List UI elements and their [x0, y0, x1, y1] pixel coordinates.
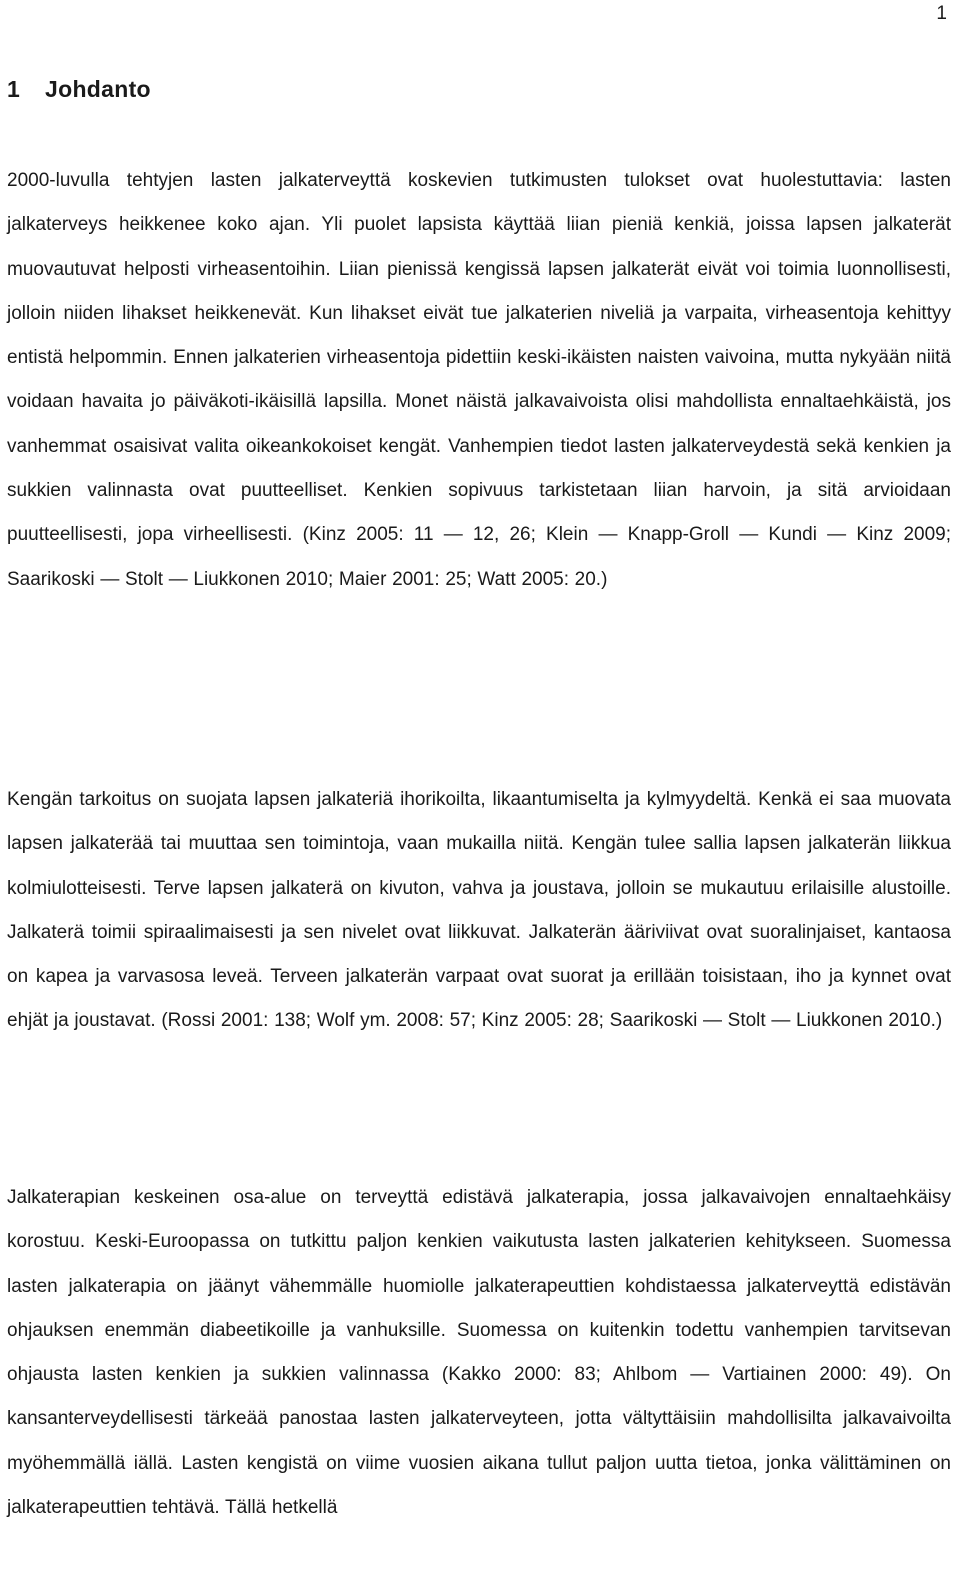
chapter-title: Johdanto [45, 76, 151, 102]
page-number: 1 [936, 3, 947, 24]
paragraph-intro: 2000-luvulla tehtyjen lasten jalkaterveyttä koskevien tutkimusten tulokset ovat huolestuttavia: lasten jalkaterveys heikkenee koko ajan. Yli puolet lapsista käyttää liian pieniä kenkiä, joissa lapsen jalkaterät muovautuvat helposti virheasentoihin. Liian pienissä kengissä lapsen jalkaterät eivät voi toimia luonnollisesti, jolloin niiden lihakset heikkenevät. Kun lihakset eivät tue jalkaterien niveliä ja varpaita, virheasentoja kehittyy entistä helpommin. Ennen jalkaterien virheasentoja pidettiin keski-ikäisten naisten vaivoina, mutta nykyään niitä voidaan havaita jo päiväkoti-ikäisillä lapsilla. Monet näistä jalkavaivoista olisi mahdollista ennaltaehkäistä, jos vanhemmat osaisivat valita oikeankokoiset kengät. Vanhempien tiedot lasten jalkaterveydestä sekä kenkien ja sukkien valinnasta ovat puutteelliset. Kenkien sopivuus tarkistetaan liian harvoin, ja sitä arvioidaan puutteellisesti, jopa virheellisesti. (Kinz 2005: 11 — 12, 26; Klein — Knapp-Groll — Kundi — Kinz 2009; Saarikoski — Stolt — Liukkonen 2010; Maier 2001: 25; Watt 2005: 20.) [7, 170, 951, 590]
paragraph-shoe-purpose: Kengän tarkoitus on suojata lapsen jalkateriä ihorikoilta, likaantumiselta ja kylmyydeltä. Kenkä ei saa muovata lapsen jalkaterää tai muuttaa sen toimintoja, vaan mukailla niitä. Kengän tulee sallia lapsen jalkaterän liikkua kolmiulotteisesti. Terve lapsen jalkaterä on kivuton, vahva ja joustava, jolloin se mukautuu erilaisille alustoille. Jalkaterä toimii spiraalimaisesti ja sen nivelet ovat liikkuvat. Jalkaterän ääriviivat ovat suoralinjaiset, kantaosa on kapea ja varvasosa leveä. Terveen jalkaterän varpaat ovat suorat ja erillään toisistaan, iho ja kynnet ovat ehjät ja joustavat. (Rossi 2001: 138; Wolf ym. 2008: 57; Kinz 2005: 28; Saarikoski — Stolt — Liukkonen 2010.) [7, 789, 951, 1032]
chapter-heading [7, 74, 151, 104]
paragraph-foot-therapy: Jalkaterapian keskeinen osa-alue on terveyttä edistävä jalkaterapia, jossa jalkavaivojen ennaltaehkäisy korostuu. Keski-Euroopassa on tutkittu paljon kenkien vaikutusta lasten jalkaterien kehitykseen. Suomessa lasten jalkaterapia on jäänyt vähemmälle huomiolle jalkaterapeuttien kohdistaessa jalkaterveyttä edistävän ohjauksen enemmän diabeetikoille ja vanhuksille. Suomessa on kuitenkin todettu vanhempien tarvitsevan ohjausta lasten kenkien ja sukkien valinnassa (Kakko 2000: 83; Ahlbom — Vartiainen 2000: 49). On kansanterveydellisesti tärkeää panostaa lasten jalkaterveyteen, jotta vältyttäisiin mahdollisilta jalkavaivoilta myöhemmällä iällä. Lasten kengistä on viime vuosien aikana tullut paljon uutta tietoa, jonka välittäminen on jalkaterapeuttien tehtävä. Tällä hetkellä [7, 1187, 951, 1519]
chapter-number: 1 [7, 76, 21, 102]
